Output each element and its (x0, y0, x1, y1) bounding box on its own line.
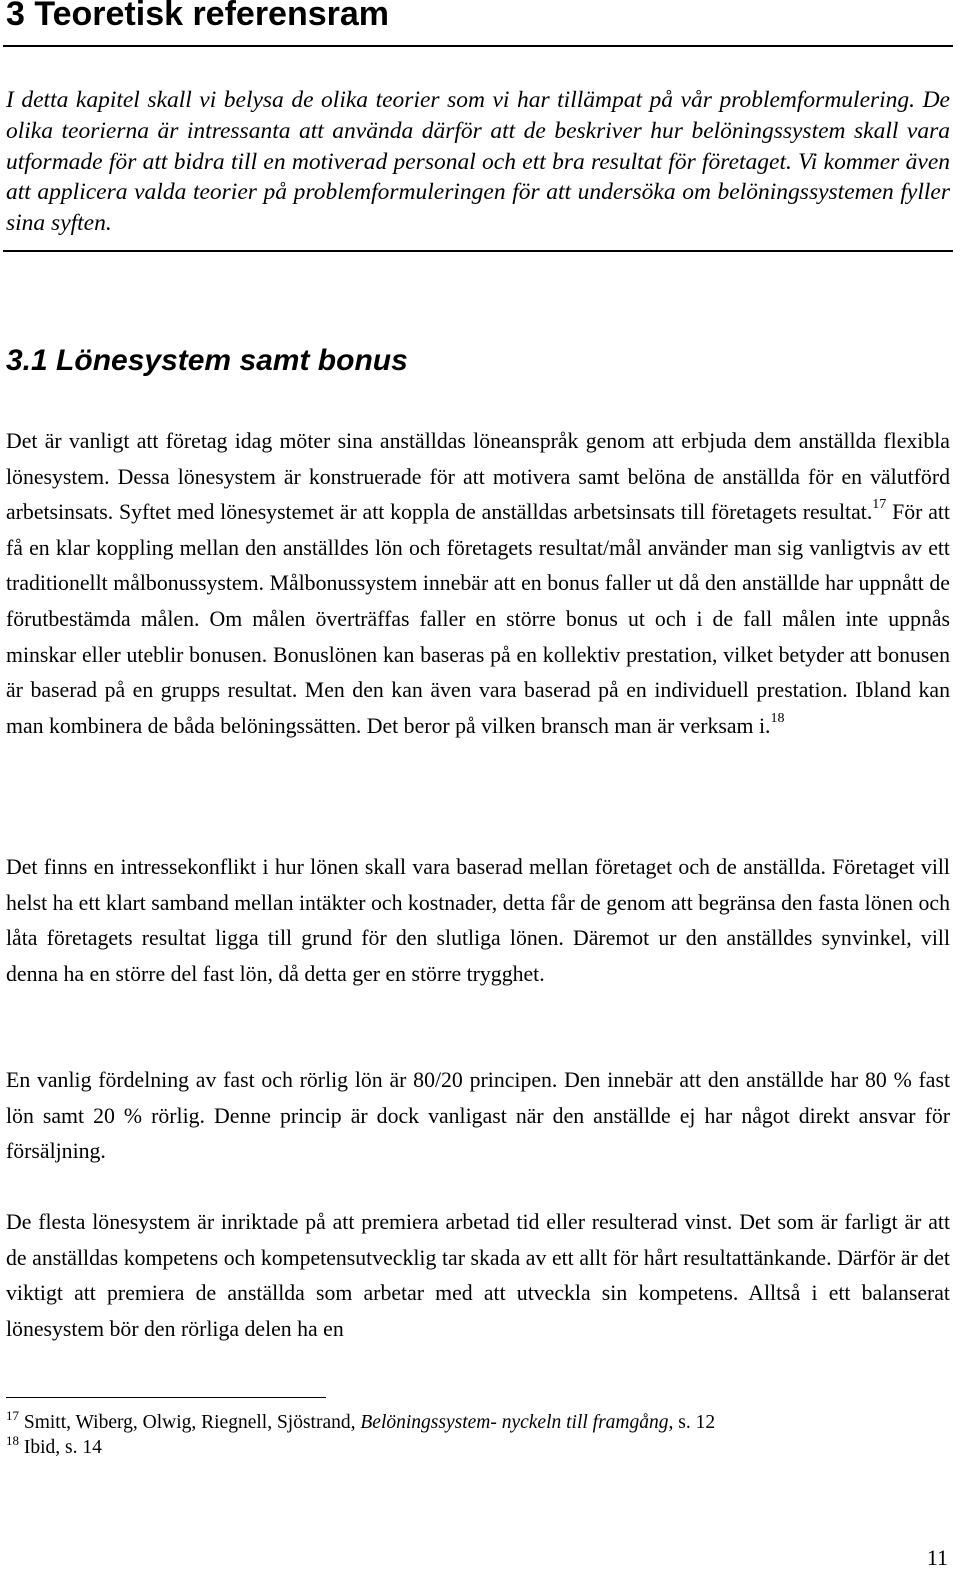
footnote-authors: Smitt, Wiberg, Olwig, Riegnell, Sjöstrand, (19, 1412, 361, 1433)
paragraph-3: En vanlig fördelning av fast och rörlig lön är 80/20 principen. Den innebär att den anställde har 80 % fast lön samt 20 % rörlig. Denne princip är dock vanligast när den anställde ej har något direkt ansvar för försäljning. (6, 1068, 950, 1164)
intro-top-rule (3, 45, 953, 47)
footnote-number: 17 (6, 1408, 19, 1423)
chapter-intro: I detta kapitel skall vi belysa de olika teorier som vi har tillämpat på vår problemformulering. De olika teorierna är intressanta att använda därför att de beskriver hur belöningssystem skall vara utformade för att bidra till en motiverad personal och ett bra resultat för företaget. Vi kommer även att applicera valda teorier på problemformuleringen för att undersöka om belöningssystemen fyller sina syften. (6, 87, 950, 237)
footnote-17 (6, 1410, 950, 1435)
chapter-title: 3 Teoretisk referensram (6, 0, 390, 33)
page-number: 11 (926, 1545, 948, 1570)
footnote-book-title: Belöningssystem- nyckeln till framgång (360, 1412, 669, 1433)
footnote-ref-18: 18 (770, 710, 785, 726)
footnote-number: 18 (6, 1433, 19, 1448)
footnote-separator (6, 1397, 326, 1398)
paragraph-1 (6, 424, 950, 744)
footnotes (6, 1410, 950, 1460)
footnote-text: Ibid, s. 14 (19, 1437, 102, 1458)
footnote-18 (6, 1435, 950, 1460)
footnote-ref-17: 17 (872, 497, 887, 513)
footnote-page: , s. 12 (668, 1412, 716, 1433)
intro-bottom-rule (3, 250, 953, 252)
paragraph-4: De flesta lönesystem är inriktade på att premiera arbetad tid eller resulterad vinst. Det som är farligt är att de anställdas kompetens och kompetensutvecklig tar skada av ett allt för hårt resultattänkande. Därför är det viktigt att premiera de anställda som arbetar med att utveckla sin kompetens. Alltså i ett balanserat lönesystem bör den rörliga delen ha en (6, 1210, 950, 1341)
paragraph-1-part-b: För att få en klar koppling mellan den anställdes lön och företagets resultat/mål använder man sig vanligtvis av ett traditionellt målbonussystem. Målbonussystem innebär att en bonus faller ut då den anställde har uppnått de förutbestämda målen. Om målen överträffas faller en större bonus ut och i de fall målen inte uppnås minskar eller uteblir bonusen. Bonuslönen kan baseras på en kollektiv prestation, vilket betyder att bonusen är baserad på en grupps resultat. Men den kan även vara baserad på en individuell prestation. Ibland kan man kombinera de båda belöningssätten. Det beror på vilken bransch man är verksam i. (6, 500, 950, 738)
paragraph-1-part-a: Det är vanligt att företag idag möter sina anställdas löneanspråk genom att erbjuda dem anställda flexibla lönesystem. Dessa lönesystem är konstruerade för att motivera samt belöna de anställda för en välutförd arbetsinsats. Syftet med lönesystemet är att koppla de anställdas arbetsinsats till företagets resultat. (6, 429, 950, 525)
paragraph-2: Det finns en intressekonflikt i hur lönen skall vara baserad mellan företaget och de anställda. Företaget vill helst ha ett klart samband mellan intäkter och kostnader, detta får de genom att begränsa den fasta lönen och låta företagets resultat ligga till grund för den slutliga lönen. Däremot ur den anställdes synvinkel, vill denna ha en större del fast lön, då detta ger en större trygghet. (6, 855, 950, 986)
section-title: 3.1 Lönesystem samt bonus (6, 344, 408, 377)
